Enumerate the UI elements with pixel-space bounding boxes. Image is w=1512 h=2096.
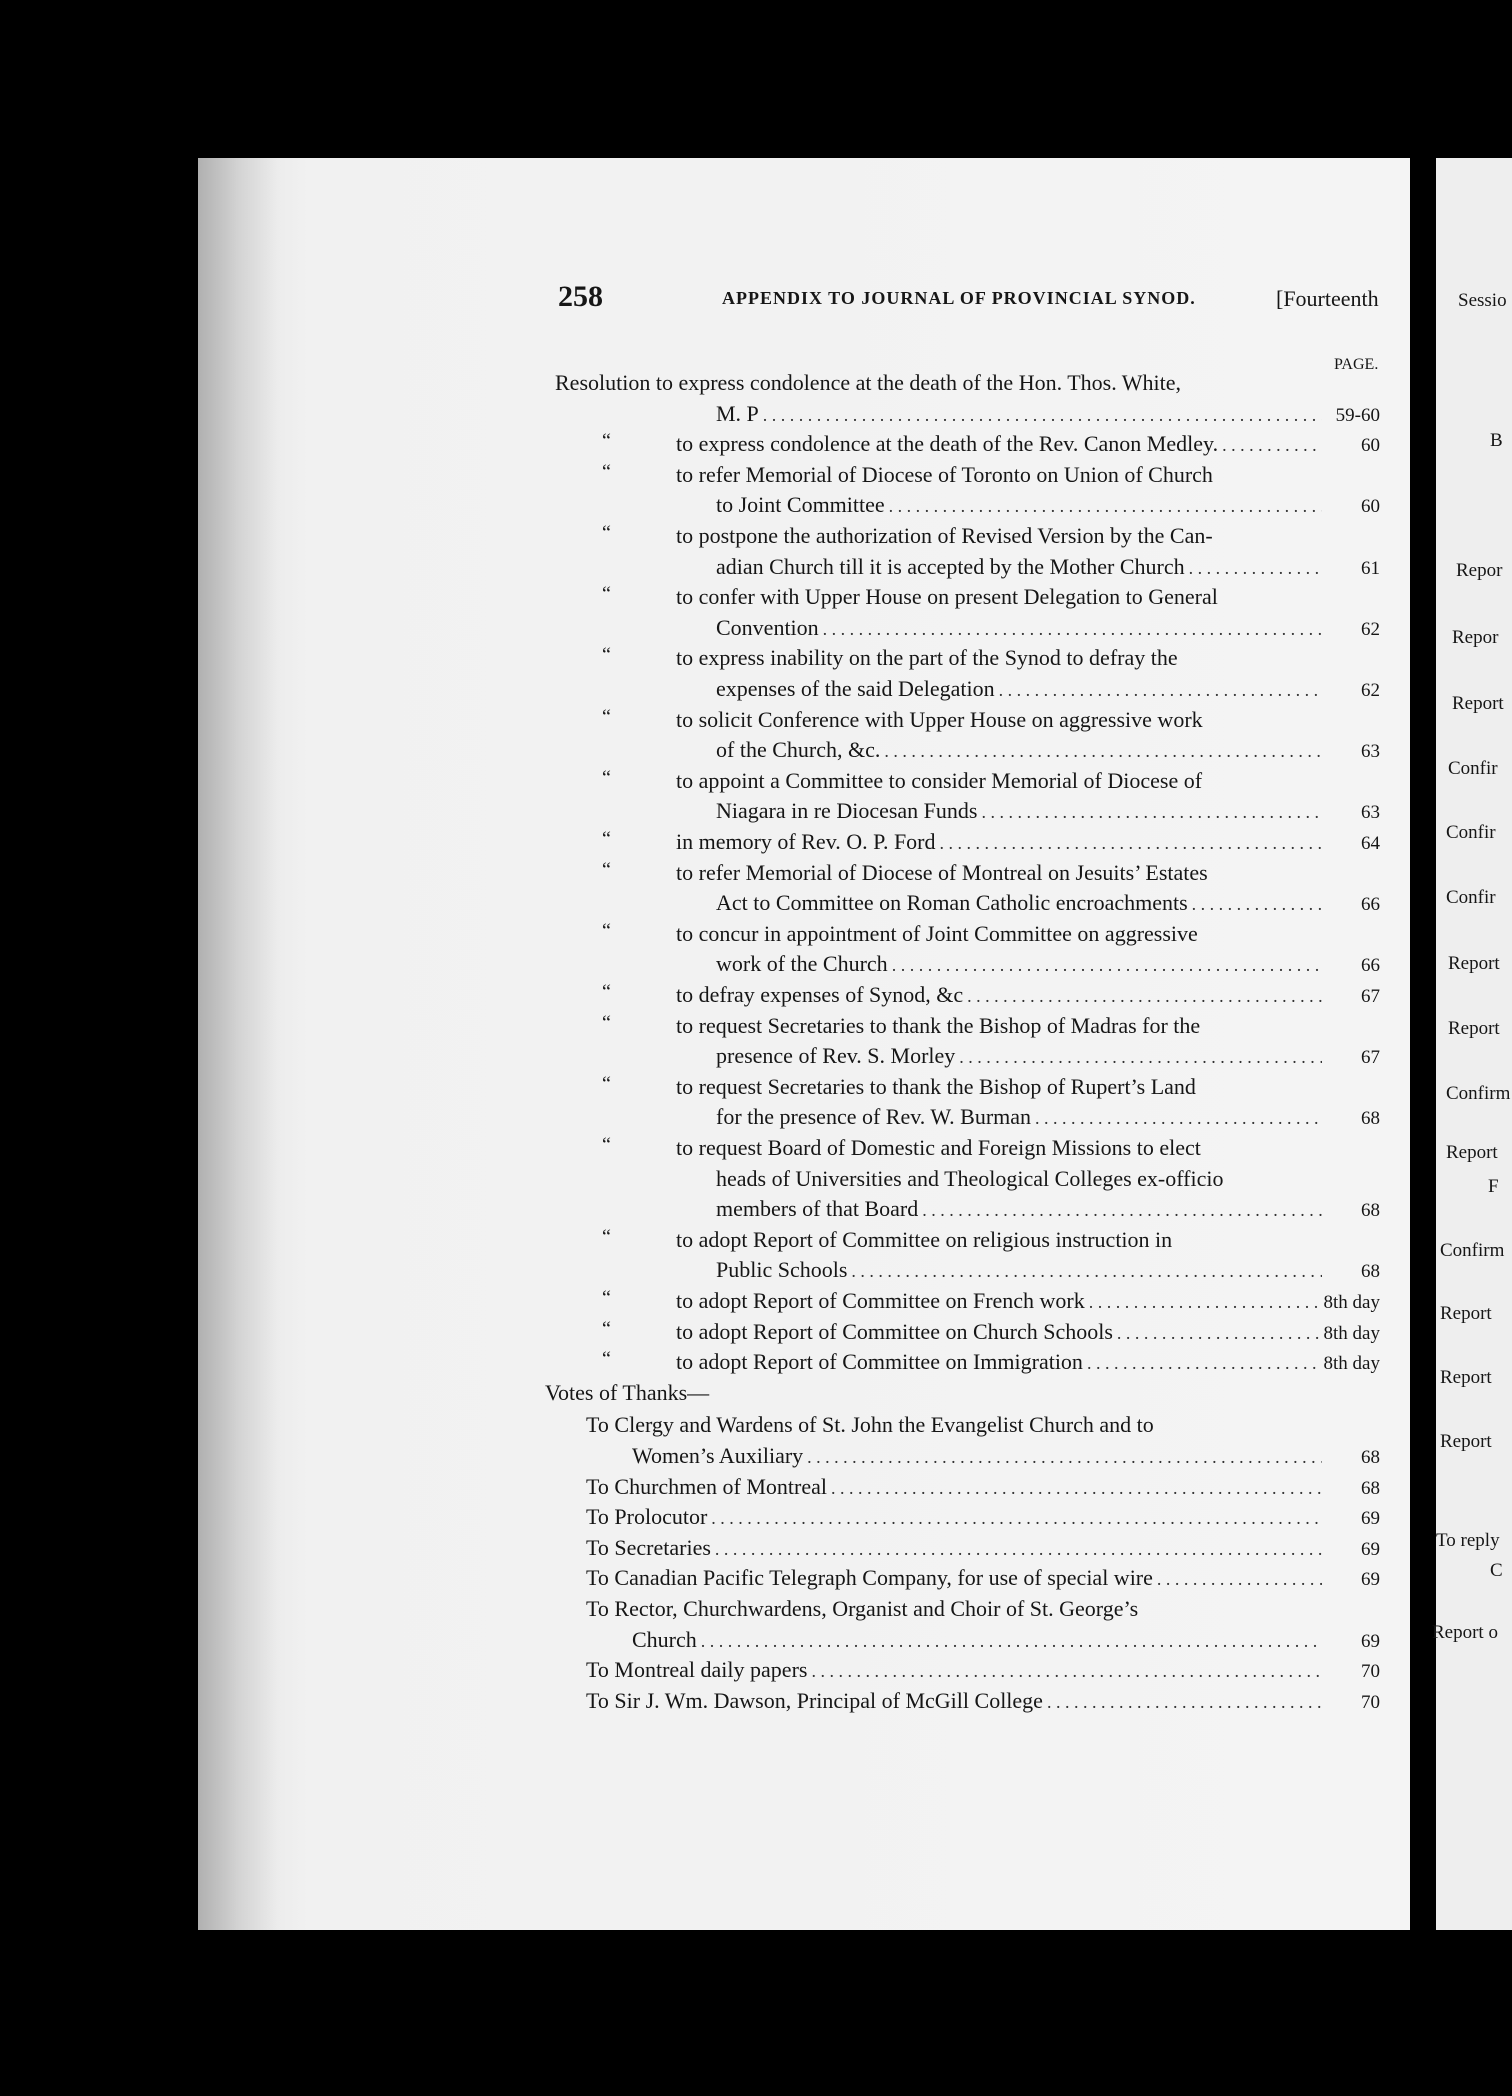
facing-page-fragment: C xyxy=(1490,1560,1503,1581)
index-entry-line xyxy=(676,431,1326,461)
index-entry-line xyxy=(676,768,1326,798)
entry-text: presence of Rev. S. Morley xyxy=(716,1043,956,1069)
entry-text: to refer Memorial of Diocese of Montreal on Jesuits’ Estates xyxy=(676,859,1208,885)
entry-text: to adopt Report of Committee on Immigration xyxy=(676,1349,1083,1375)
index-entry-line xyxy=(716,1257,1326,1287)
leader-dots xyxy=(1047,1692,1322,1713)
entry-text: for the presence of Rev. W. Burman xyxy=(716,1104,1032,1130)
entry-text: Resolution to express condolence at the death of the Hon. Thos. White, xyxy=(555,370,1182,395)
index-entry-line xyxy=(716,1104,1326,1134)
index-entry-line xyxy=(716,890,1326,920)
index-entry-line xyxy=(676,1288,1326,1318)
index-entry-line xyxy=(716,676,1326,706)
ditto-mark: “ xyxy=(602,1072,611,1095)
ditto-mark: “ xyxy=(602,1287,611,1309)
index-entry-line xyxy=(676,1135,1326,1165)
entry-text: to refer Memorial of Diocese of Toronto on Union of Church xyxy=(676,461,1213,487)
leader-dots xyxy=(1087,1353,1322,1374)
page-number: 258 xyxy=(558,280,603,313)
page-reference: 68 xyxy=(1361,1477,1380,1499)
index-entry-line xyxy=(676,645,1326,675)
entry-text: to solicit Conference with Upper House on aggressive work xyxy=(676,706,1203,732)
leader-dots xyxy=(967,986,1322,1007)
entry-text: work of the Church xyxy=(716,951,888,977)
page-reference: 67 xyxy=(1361,1047,1380,1069)
facing-page-fragment: Repor xyxy=(1452,627,1499,648)
page-reference: 70 xyxy=(1361,1661,1380,1683)
ditto-mark: “ xyxy=(602,766,611,789)
leader-dots xyxy=(763,405,1322,426)
entry-text: To Rector, Churchwardens, Organist and Choir of St. George’s xyxy=(586,1596,1139,1621)
leader-dots xyxy=(959,1047,1322,1068)
index-entry-line xyxy=(716,1043,1326,1073)
entry-text: To Montreal daily papers xyxy=(586,1657,808,1683)
leader-dots xyxy=(715,1539,1322,1560)
entry-text: to request Secretaries to thank the Bishop of Rupert’s Land xyxy=(676,1073,1196,1099)
index-entry-line xyxy=(716,492,1326,522)
ditto-mark: “ xyxy=(602,1348,611,1371)
entry-text: Convention xyxy=(716,614,819,640)
entry-text: members of that Board xyxy=(716,1196,919,1222)
entry-text: To Churchmen of Montreal xyxy=(586,1473,828,1499)
entry-text: to defray expenses of Synod, &c xyxy=(676,982,964,1007)
entry-text: to confer with Upper House on present Delegation to General xyxy=(676,584,1218,610)
ditto-mark: “ xyxy=(602,1134,611,1156)
vote-of-thanks-line xyxy=(586,1412,1326,1442)
entry-text: adian Church till it is accepted by the Mother Church xyxy=(716,553,1185,579)
entry-text: expenses of the said Delegation xyxy=(716,676,995,701)
index-entry-line xyxy=(716,1196,1326,1226)
vote-of-thanks-line xyxy=(586,1474,1326,1504)
facing-page-fragment: Report xyxy=(1448,1018,1500,1039)
page-reference: 62 xyxy=(1361,618,1380,640)
facing-page-fragment: Confir xyxy=(1446,887,1496,908)
page-reference: 64 xyxy=(1361,833,1380,854)
page-reference: 69 xyxy=(1361,1538,1380,1560)
index-entry-line xyxy=(555,370,1326,400)
ditto-mark: “ xyxy=(602,919,611,942)
facing-page-fragment: Report xyxy=(1440,1431,1492,1452)
index-entry-line xyxy=(676,921,1326,951)
vote-of-thanks-line xyxy=(586,1535,1326,1565)
leader-dots xyxy=(1222,435,1322,456)
entry-text: to concur in appointment of Joint Committee on aggressive xyxy=(676,920,1198,946)
facing-page-fragment: Confirm xyxy=(1440,1240,1505,1261)
page-reference: 60 xyxy=(1361,435,1380,457)
ditto-mark: “ xyxy=(602,1011,611,1034)
vote-of-thanks-line xyxy=(632,1443,1326,1473)
entry-text: to request Secretaries to thank the Bishop of Madras for the xyxy=(676,1012,1201,1038)
page-reference: 68 xyxy=(1361,1200,1380,1222)
entry-text: to appoint a Committee to consider Memorial of Diocese of xyxy=(676,767,1203,793)
entry-text: to adopt Report of Committee on religious instruction in xyxy=(676,1226,1173,1252)
facing-page-edge xyxy=(1436,158,1512,1930)
ditto-mark: “ xyxy=(602,705,611,728)
ditto-mark: “ xyxy=(602,430,611,453)
vote-of-thanks-line xyxy=(586,1596,1326,1626)
index-entry-line xyxy=(676,1349,1326,1379)
index-entry-line xyxy=(716,615,1326,645)
leader-dots xyxy=(1189,558,1322,579)
leader-dots xyxy=(981,802,1322,823)
facing-page-fragment: Report xyxy=(1448,953,1500,974)
ditto-mark: “ xyxy=(602,1225,611,1248)
page-reference: 62 xyxy=(1361,680,1380,701)
entry-text: to request Board of Domestic and Foreign Missions to elect xyxy=(676,1135,1201,1160)
leader-dots xyxy=(823,619,1322,640)
index-entry-line xyxy=(676,1013,1326,1043)
leader-dots xyxy=(851,1261,1322,1282)
page-reference: 69 xyxy=(1361,1508,1380,1530)
page-reference: 60 xyxy=(1361,496,1380,518)
entry-text: to Joint Committee xyxy=(716,492,885,518)
entry-text: Church xyxy=(632,1626,697,1652)
index-entry-line xyxy=(676,1319,1326,1349)
page-reference: 63 xyxy=(1361,802,1380,824)
ditto-mark: “ xyxy=(602,1317,611,1340)
page-reference: 68 xyxy=(1361,1108,1380,1130)
facing-page-fragment: Report xyxy=(1440,1367,1492,1388)
ditto-mark: “ xyxy=(602,981,611,1003)
ditto-mark: “ xyxy=(602,644,611,667)
leader-dots xyxy=(1157,1569,1322,1590)
leader-dots xyxy=(807,1447,1322,1468)
leader-dots xyxy=(711,1508,1322,1529)
leader-dots xyxy=(889,496,1322,517)
page-reference: 63 xyxy=(1361,741,1380,763)
index-entry-line xyxy=(716,737,1326,767)
index-entry-line xyxy=(676,829,1326,859)
vote-of-thanks-line xyxy=(632,1627,1326,1657)
vote-of-thanks-line xyxy=(586,1657,1326,1687)
entry-text: To Clergy and Wardens of St. John the Evangelist Church and to xyxy=(586,1412,1154,1438)
leader-dots xyxy=(999,680,1322,701)
page-reference: 67 xyxy=(1361,986,1380,1007)
index-entry-line xyxy=(716,554,1326,584)
leader-dots xyxy=(922,1200,1322,1221)
ditto-mark: “ xyxy=(602,583,611,606)
entry-text: M. P xyxy=(716,400,759,426)
entry-text: Niagara in re Diocesan Funds xyxy=(716,798,978,824)
votes-heading xyxy=(545,1380,945,1410)
page-reference: 69 xyxy=(1361,1569,1380,1591)
page-reference: 68 xyxy=(1361,1261,1380,1283)
index-entry-line xyxy=(676,1074,1326,1104)
leader-dots xyxy=(811,1661,1322,1682)
entry-text: to postpone the authorization of Revised Version by the Can- xyxy=(676,523,1213,548)
page-reference: 8th day xyxy=(1323,1353,1380,1375)
running-title: APPENDIX TO JOURNAL OF PROVINCIAL SYNOD. xyxy=(722,288,1196,308)
ditto-mark: “ xyxy=(602,858,611,881)
entry-text: to express inability on the part of the Synod to defray the xyxy=(676,645,1178,671)
entry-text: in memory of Rev. O. P. Ford xyxy=(676,829,936,854)
entry-text: to adopt Report of Committee on French work xyxy=(676,1288,1085,1313)
vote-of-thanks-line xyxy=(586,1504,1326,1534)
page-reference: 66 xyxy=(1361,894,1380,916)
entry-text: Public Schools xyxy=(716,1257,848,1283)
facing-page-fragment: Confir xyxy=(1448,758,1498,779)
index-entry-line xyxy=(676,584,1326,614)
facing-page-fragment: F xyxy=(1488,1176,1499,1197)
page-gutter-shadow xyxy=(198,158,278,1930)
facing-page-fragment: Confir xyxy=(1446,822,1496,843)
index-entry-line xyxy=(676,982,1326,1012)
facing-page-fragment: B xyxy=(1490,430,1503,451)
leader-dots xyxy=(884,741,1322,762)
leader-dots xyxy=(940,833,1322,854)
entry-text: to express condolence at the death of the Rev. Canon Medley. xyxy=(676,431,1219,457)
facing-page-fragment: To reply xyxy=(1436,1530,1500,1551)
page-column-label: PAGE. xyxy=(1334,356,1379,373)
leader-dots xyxy=(892,955,1322,976)
facing-page-fragment: Report xyxy=(1440,1303,1492,1324)
index-entry-line xyxy=(716,401,1326,431)
entry-text: heads of Universities and Theological Colleges ex-officio xyxy=(716,1165,1224,1191)
index-entry-line xyxy=(676,523,1326,553)
entry-text: To Prolocutor xyxy=(586,1504,708,1530)
page-reference: 70 xyxy=(1361,1691,1380,1713)
page-reference: 8th day xyxy=(1323,1292,1380,1313)
ditto-mark: “ xyxy=(602,460,611,483)
entry-text: of the Church, &c. xyxy=(716,737,881,763)
entry-text: To Sir J. Wm. Dawson, Principal of McGill College xyxy=(586,1687,1043,1713)
ditto-mark: “ xyxy=(602,828,611,850)
facing-page-fragment: Sessio xyxy=(1458,290,1507,311)
index-entry-line xyxy=(676,462,1326,492)
entry-text: Women’s Auxiliary xyxy=(632,1443,804,1468)
entry-text: To Canadian Pacific Telegraph Company, for use of special wire xyxy=(586,1565,1153,1591)
page-reference: 69 xyxy=(1361,1630,1380,1652)
entry-text: To Secretaries xyxy=(586,1534,711,1560)
page-reference: 61 xyxy=(1361,557,1380,579)
leader-dots xyxy=(1117,1323,1322,1344)
index-entry-line xyxy=(676,1227,1326,1257)
page-reference: 59-60 xyxy=(1335,404,1380,426)
facing-page-fragment: Confirm xyxy=(1446,1083,1511,1104)
leader-dots xyxy=(1192,894,1322,915)
vote-of-thanks-line xyxy=(586,1565,1326,1595)
running-title-session: [Fourteenth xyxy=(1276,286,1379,311)
facing-page-fragment: Repor xyxy=(1456,560,1503,581)
entry-text: to adopt Report of Committee on Church Schools xyxy=(676,1318,1113,1344)
index-entry-line xyxy=(716,951,1326,981)
leader-dots xyxy=(831,1478,1322,1499)
votes-heading-text: Votes of Thanks— xyxy=(545,1379,710,1405)
page-reference: 8th day xyxy=(1323,1322,1380,1344)
leader-dots xyxy=(1089,1292,1322,1313)
leader-dots xyxy=(701,1631,1322,1652)
page-reference: 66 xyxy=(1361,955,1380,977)
facing-page-fragment: Report xyxy=(1446,1142,1498,1163)
leader-dots xyxy=(1035,1108,1322,1129)
index-entry-line xyxy=(676,860,1326,890)
ditto-mark: “ xyxy=(602,522,611,544)
facing-page-fragment: Report o xyxy=(1432,1622,1498,1643)
index-entry-line xyxy=(676,707,1326,737)
page-reference: 68 xyxy=(1361,1447,1380,1468)
facing-page-fragment: Report xyxy=(1452,693,1504,714)
index-entry-line xyxy=(716,798,1326,828)
index-entry-line xyxy=(716,1166,1326,1196)
vote-of-thanks-line xyxy=(586,1688,1326,1718)
entry-text: Act to Committee on Roman Catholic encroachments xyxy=(716,890,1188,916)
